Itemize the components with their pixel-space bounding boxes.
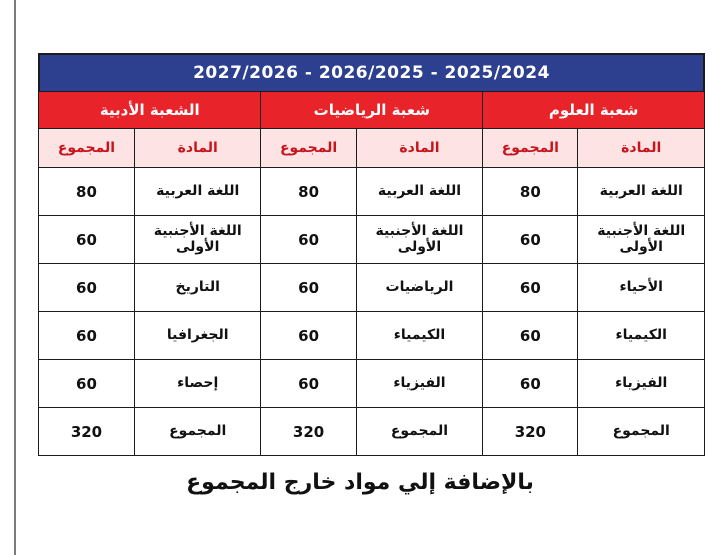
science-subject-cell: الفيزياء (578, 360, 705, 408)
table-row (39, 360, 705, 408)
math-score-cell: 60 (261, 360, 356, 408)
science-score-cell: 60 (483, 312, 578, 360)
column-header-row (39, 129, 705, 168)
table-row (39, 216, 705, 264)
math-subject-cell: اللغة العربية (356, 168, 483, 216)
math-subject-column-header: المادة (356, 129, 483, 168)
science-total-column-header: المجموع (483, 129, 578, 168)
literary-total-column-header: المجموع (39, 129, 135, 168)
literary-score-cell: 60 (39, 264, 135, 312)
literary-subject-cell: اللغة العربية (134, 168, 261, 216)
literary-subject-cell: الجغرافيا (134, 312, 261, 360)
table-row (39, 264, 705, 312)
math-total-value: 320 (261, 408, 356, 456)
math-subject-cell: الكيمياء (356, 312, 483, 360)
math-subject-cell: الرياضيات (356, 264, 483, 312)
literary-score-cell: 60 (39, 216, 135, 264)
math-score-cell: 60 (261, 216, 356, 264)
math-score-cell: 60 (261, 264, 356, 312)
science-subject-column-header: المادة (578, 129, 705, 168)
math-score-cell: 80 (261, 168, 356, 216)
branch-literary-title: الشعبة الأدبية (39, 92, 261, 129)
footnote-extra-subjects: بالإضافة إلي مواد خارج المجموع (186, 470, 534, 495)
literary-total-value: 320 (39, 408, 135, 456)
table-row (39, 168, 705, 216)
literary-subject-cell: التاريخ (134, 264, 261, 312)
academic-years-header: 2027/2026 - 2026/2025 - 2025/2024 (38, 53, 705, 91)
science-total-value: 320 (483, 408, 578, 456)
literary-total-label: المجموع (134, 408, 261, 456)
math-score-cell: 60 (261, 312, 356, 360)
literary-score-cell: 60 (39, 312, 135, 360)
math-total-column-header: المجموع (261, 129, 356, 168)
math-subject-cell: الفيزياء (356, 360, 483, 408)
table-row (39, 312, 705, 360)
literary-subject-column-header: المادة (134, 129, 261, 168)
literary-subject-cell: اللغة الأجنبية الأولى (134, 216, 261, 264)
math-subject-cell: اللغة الأجنبية الأولى (356, 216, 483, 264)
science-subject-cell: الكيمياء (578, 312, 705, 360)
science-subject-cell: اللغة العربية (578, 168, 705, 216)
grades-distribution-table (38, 91, 705, 456)
science-score-cell: 60 (483, 360, 578, 408)
literary-score-cell: 80 (39, 168, 135, 216)
branch-header-row (39, 92, 705, 129)
science-score-cell: 80 (483, 168, 578, 216)
branch-math-title: شعبة الرياضيات (261, 92, 483, 129)
literary-subject-cell: إحصاء (134, 360, 261, 408)
science-score-cell: 60 (483, 264, 578, 312)
science-subject-cell: الأحياء (578, 264, 705, 312)
literary-score-cell: 60 (39, 360, 135, 408)
math-total-label: المجموع (356, 408, 483, 456)
table-total-row (39, 408, 705, 456)
branch-science-title: شعبة العلوم (483, 92, 705, 129)
science-subject-cell: اللغة الأجنبية الأولى (578, 216, 705, 264)
science-score-cell: 60 (483, 216, 578, 264)
science-total-label: المجموع (578, 408, 705, 456)
grades-table-sheet (38, 53, 705, 461)
